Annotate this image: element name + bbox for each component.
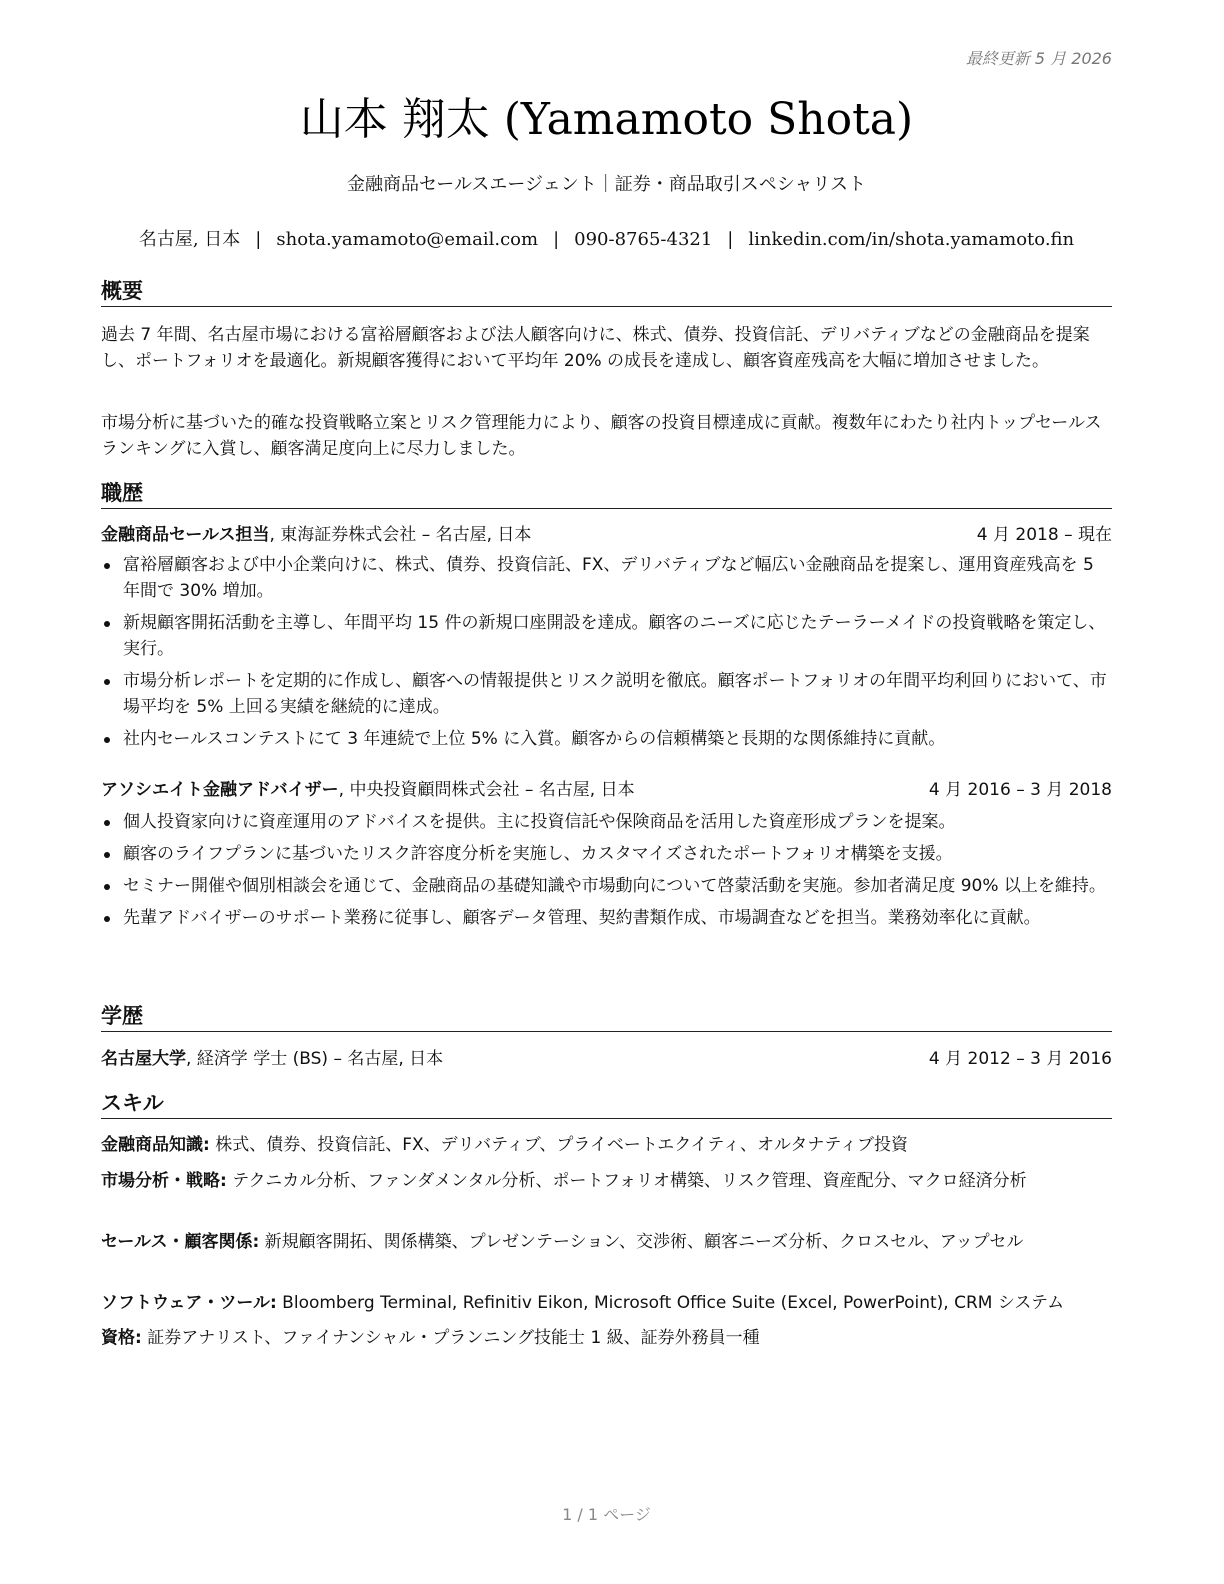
bullet-dot	[104, 884, 110, 890]
section-title-education: 学歴	[101, 1003, 1112, 1032]
bullet-text: 個人投資家向けに資産運用のアドバイスを提供。主に投資信託や保険商品を活用した資産形成プランを提案。	[123, 812, 956, 832]
job-dates: 4 月 2018 – 現在	[976, 525, 1112, 545]
tagline: 金融商品セールスエージェント｜証券・商品取引スペシャリスト	[347, 174, 866, 195]
last-updated: 最終更新 5 月 2026	[965, 49, 1112, 68]
list-item	[101, 809, 1112, 835]
job-title: アソシエイト金融アドバイザー	[101, 780, 339, 800]
list-item	[101, 552, 1112, 604]
skill-row	[101, 1229, 1112, 1255]
list-item	[101, 905, 1112, 931]
section-title-experience: 職歴	[101, 480, 1112, 509]
skill-category: 資格:	[101, 1328, 142, 1348]
job-org: , 中央投資顧問株式会社 – 名古屋, 日本	[338, 780, 635, 800]
contact-phone[interactable]: 090-8765-4321	[574, 229, 713, 250]
job-header	[101, 777, 1112, 803]
list-item	[101, 610, 1112, 662]
bullet-text: 社内セールスコンテストにて 3 年連続で上位 5% に入賞。顧客からの信頼構築と長期的な関係維持に貢献。	[123, 729, 946, 749]
skill-category: 金融商品知識:	[101, 1135, 210, 1155]
job-title: 金融商品セールス担当	[101, 525, 270, 545]
education-dates: 4 月 2012 – 3 月 2016	[928, 1049, 1112, 1069]
job-dates: 4 月 2016 – 3 月 2018	[928, 780, 1112, 800]
skill-values: Bloomberg Terminal, Refinitiv Eikon, Microsoft Office Suite (Excel, PowerPoint), CRM システム	[276, 1293, 1065, 1313]
section-title-skills: スキル	[101, 1090, 1112, 1119]
skill-category: ソフトウェア・ツール:	[101, 1293, 277, 1313]
contact-email[interactable]: shota.yamamoto@email.com	[276, 229, 539, 250]
education-entry	[101, 1046, 1112, 1072]
list-item	[101, 841, 1112, 867]
skill-row	[101, 1325, 1112, 1351]
bullet-dot	[104, 820, 110, 826]
bullet-text: 新規顧客開拓活動を主導し、年間平均 15 件の新規口座開設を達成。顧客のニーズに応じたテーラーメイドの投資戦略を策定し、実行。	[123, 613, 1106, 659]
skill-row	[101, 1132, 1112, 1158]
skill-values: 株式、債券、投資信託、FX、デリバティブ、プライベートエクイティ、オルタナティブ投資	[209, 1135, 908, 1155]
job-bullets	[101, 809, 1112, 937]
skill-values: 証券アナリスト、ファイナンシャル・プランニング技能士 1 級、証券外務員一種	[141, 1328, 760, 1348]
contact-linkedin[interactable]: linkedin.com/in/shota.yamamoto.fin	[748, 229, 1075, 250]
contact-separator: |	[553, 229, 560, 250]
contact-separator: |	[255, 229, 262, 250]
bullet-text: セミナー開催や個別相談会を通じて、金融商品の基礎知識や市場動向について啓蒙活動を実施。参加者満足度 90% 以上を維持。	[123, 876, 1106, 896]
degree: , 経済学 学士 (BS) – 名古屋, 日本	[186, 1049, 444, 1069]
bullet-text: 先輩アドバイザーのサポート業務に従事し、顧客データ管理、契約書類作成、市場調査などを担当。業務効率化に貢献。	[123, 908, 1041, 928]
summary-paragraph-2: 市場分析に基づいた的確な投資戦略立案とリスク管理能力により、顧客の投資目標達成に貢献。複数年にわたり社内トップセールスランキングに入賞し、顧客満足度向上に尽力しました。	[101, 413, 1102, 459]
page-number: 1 / 1 ページ	[562, 1505, 651, 1524]
skill-category: セールス・顧客関係:	[101, 1232, 260, 1252]
bullet-dot	[104, 737, 110, 743]
bullet-dot	[104, 679, 110, 685]
list-item	[101, 873, 1112, 899]
bullet-text: 富裕層顧客および中小企業向けに、株式、債券、投資信託、FX、デリバティブなど幅広い金融商品を提案し、運用資産残高を 5 年間で 30% 増加。	[123, 555, 1094, 601]
skill-category: 市場分析・戦略:	[101, 1171, 227, 1191]
job-bullets	[101, 552, 1112, 758]
section-title-summary: 概要	[101, 278, 1112, 307]
list-item	[101, 726, 1112, 752]
skill-row	[101, 1168, 1112, 1194]
list-item	[101, 668, 1112, 720]
contact-separator: |	[727, 229, 734, 250]
bullet-text: 顧客のライフプランに基づいたリスク許容度分析を実施し、カスタマイズされたポートフォリオ構築を支援。	[123, 844, 953, 864]
skill-values: テクニカル分析、ファンダメンタル分析、ポートフォリオ構築、リスク管理、資産配分、マクロ経済分析	[226, 1171, 1027, 1191]
summary-paragraph-1: 過去 7 年間、名古屋市場における富裕層顧客および法人顧客向けに、株式、債券、投資信託、デリバティブなどの金融商品を提案し、ポートフォリオを最適化。新規顧客獲得において平均年 20% の成長を達成し、顧客資産残高を大幅に増加させました。	[101, 325, 1090, 371]
bullet-dot	[104, 621, 110, 627]
skill-values: 新規顧客開拓、関係構築、プレゼンテーション、交渉術、顧客ニーズ分析、クロスセル、アップセル	[259, 1232, 1024, 1252]
bullet-dot	[104, 916, 110, 922]
candidate-name: 山本 翔太 (Yamamoto Shota)	[299, 94, 914, 145]
contact-line	[101, 225, 1112, 251]
skill-row	[101, 1290, 1112, 1316]
contact-location: 名古屋, 日本	[138, 229, 241, 250]
school-name: 名古屋大学	[101, 1049, 186, 1069]
job-header	[101, 522, 1112, 548]
bullet-text: 市場分析レポートを定期的に作成し、顧客への情報提供とリスク説明を徹底。顧客ポートフォリオの年間平均利回りにおいて、市場平均を 5% 上回る実績を継続的に達成。	[123, 671, 1107, 717]
bullet-dot	[104, 563, 110, 569]
resume-page	[101, 0, 1112, 1584]
bullet-dot	[104, 852, 110, 858]
job-org: , 東海証券株式会社 – 名古屋, 日本	[269, 525, 532, 545]
